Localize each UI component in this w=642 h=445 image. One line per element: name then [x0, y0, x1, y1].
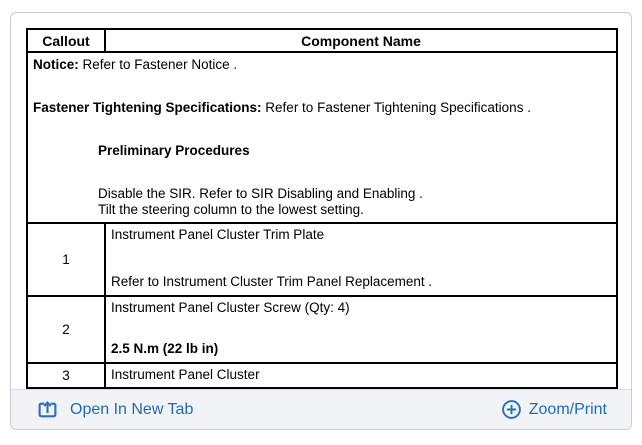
component-cell [105, 223, 617, 296]
open-in-new-tab-button[interactable] [37, 399, 193, 420]
column-header-callout: Callout [27, 29, 105, 52]
component-callout-panel [10, 12, 632, 430]
footer-toolbar [11, 389, 631, 429]
zoom-print-button[interactable] [501, 399, 607, 420]
table-header-row [27, 29, 617, 52]
table-area [11, 13, 631, 389]
component-name-text: Instrument Panel Cluster Screw (Qty: 4) [111, 300, 350, 315]
component-cell [105, 296, 617, 363]
table-row [27, 223, 617, 296]
fastener-specs-label: Fastener Tightening Specifications: [33, 100, 262, 115]
open-in-new-tab-icon [37, 399, 58, 420]
component-name-text: Instrument Panel Cluster [111, 367, 260, 382]
column-header-component-name: Component Name [105, 29, 617, 52]
procedure-line-tilt: Tilt the steering column to the lowest setting. [98, 202, 364, 217]
procedure-line-sir: Disable the SIR. Refer to SIR Disabling and Enabling . [98, 186, 423, 201]
table-row [27, 296, 617, 363]
component-table [26, 28, 618, 389]
notice-text: Refer to Fastener Notice . [78, 57, 238, 72]
fastener-specs-line [33, 100, 611, 116]
fastener-specs-text: Refer to Fastener Tightening Specifications . [261, 100, 531, 115]
component-refer-text: Refer to Instrument Cluster Trim Panel Replacement . [111, 274, 433, 289]
callout-number: 3 [27, 363, 105, 388]
open-in-new-tab-label: Open In New Tab [70, 400, 194, 418]
callout-number: 1 [27, 223, 105, 296]
notice-row [27, 52, 617, 223]
notice-label: Notice: [33, 57, 79, 72]
zoom-print-icon [501, 399, 522, 420]
table-row [27, 363, 617, 388]
callout-number: 2 [27, 296, 105, 363]
preliminary-procedures-heading: Preliminary Procedures [98, 143, 250, 158]
component-cell [105, 363, 617, 388]
component-name-text: Instrument Panel Cluster Trim Plate [111, 227, 325, 242]
torque-spec-text: 2.5 N.m (22 lb in) [111, 341, 219, 356]
zoom-print-label: Zoom/Print [528, 400, 607, 418]
notice-cell [27, 52, 617, 223]
fastener-notice-line [33, 57, 611, 73]
